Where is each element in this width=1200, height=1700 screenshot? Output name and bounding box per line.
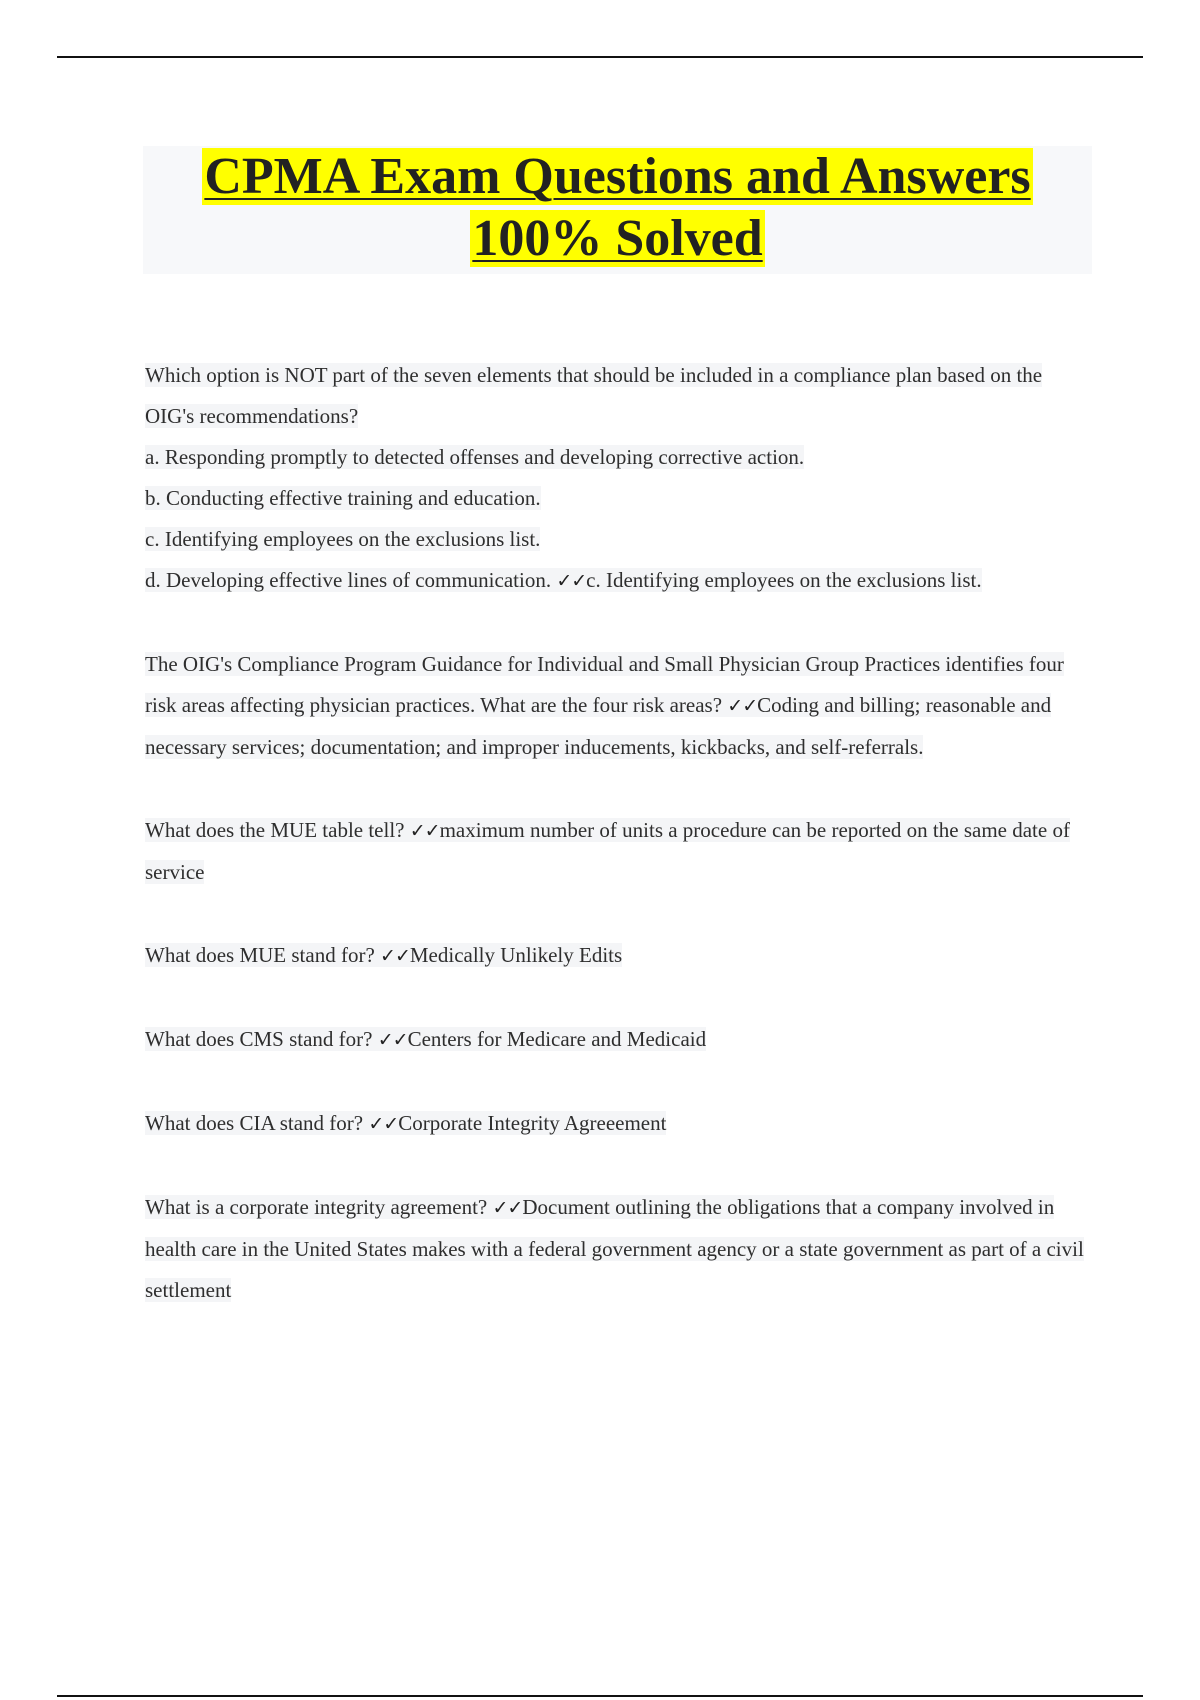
- title-line-2: [143, 208, 1092, 270]
- title-block: [143, 146, 1092, 274]
- answer-4: Medically Unlikely Edits: [409, 943, 623, 967]
- question-answer-5: [145, 1019, 1090, 1061]
- answer-5: Centers for Medicare and Medicaid: [407, 1027, 707, 1051]
- qa-item-6: [145, 1103, 1090, 1145]
- qa-item-2: [145, 644, 1090, 768]
- qa-item-5: [145, 1019, 1090, 1061]
- question-answer-6: [145, 1103, 1090, 1145]
- check-icon: ✓✓: [556, 570, 587, 592]
- option-c: c. Identifying employees on the exclusions list.: [145, 527, 541, 551]
- check-icon: ✓✓: [368, 1113, 399, 1135]
- question-7: What is a corporate integrity agreement?: [145, 1195, 488, 1219]
- check-icon: ✓✓: [380, 945, 410, 967]
- question-4: What does MUE stand for?: [145, 943, 375, 967]
- option-d-with-answer: [145, 560, 1090, 602]
- title-line-1: [143, 146, 1092, 208]
- question-2: The OIG's Compliance Program Guidance for Individual and Small Physician Group Practices identifies four risk areas affecting physician practices. What are the four risk areas?: [145, 652, 1064, 717]
- question-answer-4: [145, 935, 1090, 977]
- title-text-2: 100% Solved: [472, 210, 763, 267]
- question-5: What does CMS stand for?: [145, 1027, 373, 1051]
- bottom-rule: [57, 1695, 1143, 1697]
- answer-6: Corporate Integrity Agreeement: [398, 1111, 667, 1135]
- qa-item-1: [145, 355, 1090, 602]
- top-rule: [57, 56, 1143, 58]
- answer-1: c. Identifying employees on the exclusions list.: [586, 568, 982, 592]
- check-icon: ✓✓: [377, 1029, 408, 1051]
- qa-content: [145, 355, 1090, 1311]
- answer-2: Coding and billing; reasonable and necessary services; documentation; and improper inducements, kickbacks, and self-referrals.: [145, 693, 1052, 759]
- question-answer-3: [145, 810, 1090, 893]
- option-d: d. Developing effective lines of communication.: [145, 568, 552, 592]
- option-a: a. Responding promptly to detected offenses and developing corrective action.: [145, 445, 805, 469]
- check-icon: ✓✓: [409, 820, 440, 842]
- answer-7: Document outlining the obligations that a company involved in health care in the United States makes with a federal government agency or a state government as part of a civil settlement: [145, 1195, 1084, 1302]
- question-1-text: Which option is NOT part of the seven elements that should be included in a compliance plan based on the OIG's recommendations?: [145, 363, 1043, 428]
- question-6: What does CIA stand for?: [145, 1111, 364, 1135]
- option-b: b. Conducting effective training and education.: [145, 486, 541, 510]
- qa-item-4: [145, 935, 1090, 977]
- answer-3: maximum number of units a procedure can be reported on the same date of service: [145, 818, 1070, 884]
- qa-item-7: [145, 1187, 1090, 1311]
- question-answer-7: [145, 1187, 1090, 1311]
- question-1: [145, 355, 1090, 437]
- qa-item-3: [145, 810, 1090, 893]
- check-icon: ✓✓: [492, 1197, 523, 1219]
- check-icon: ✓✓: [727, 695, 758, 717]
- question-answer-2: [145, 644, 1090, 768]
- question-3: What does the MUE table tell?: [145, 818, 405, 842]
- title-text-1: CPMA Exam Questions and Answers: [204, 148, 1031, 205]
